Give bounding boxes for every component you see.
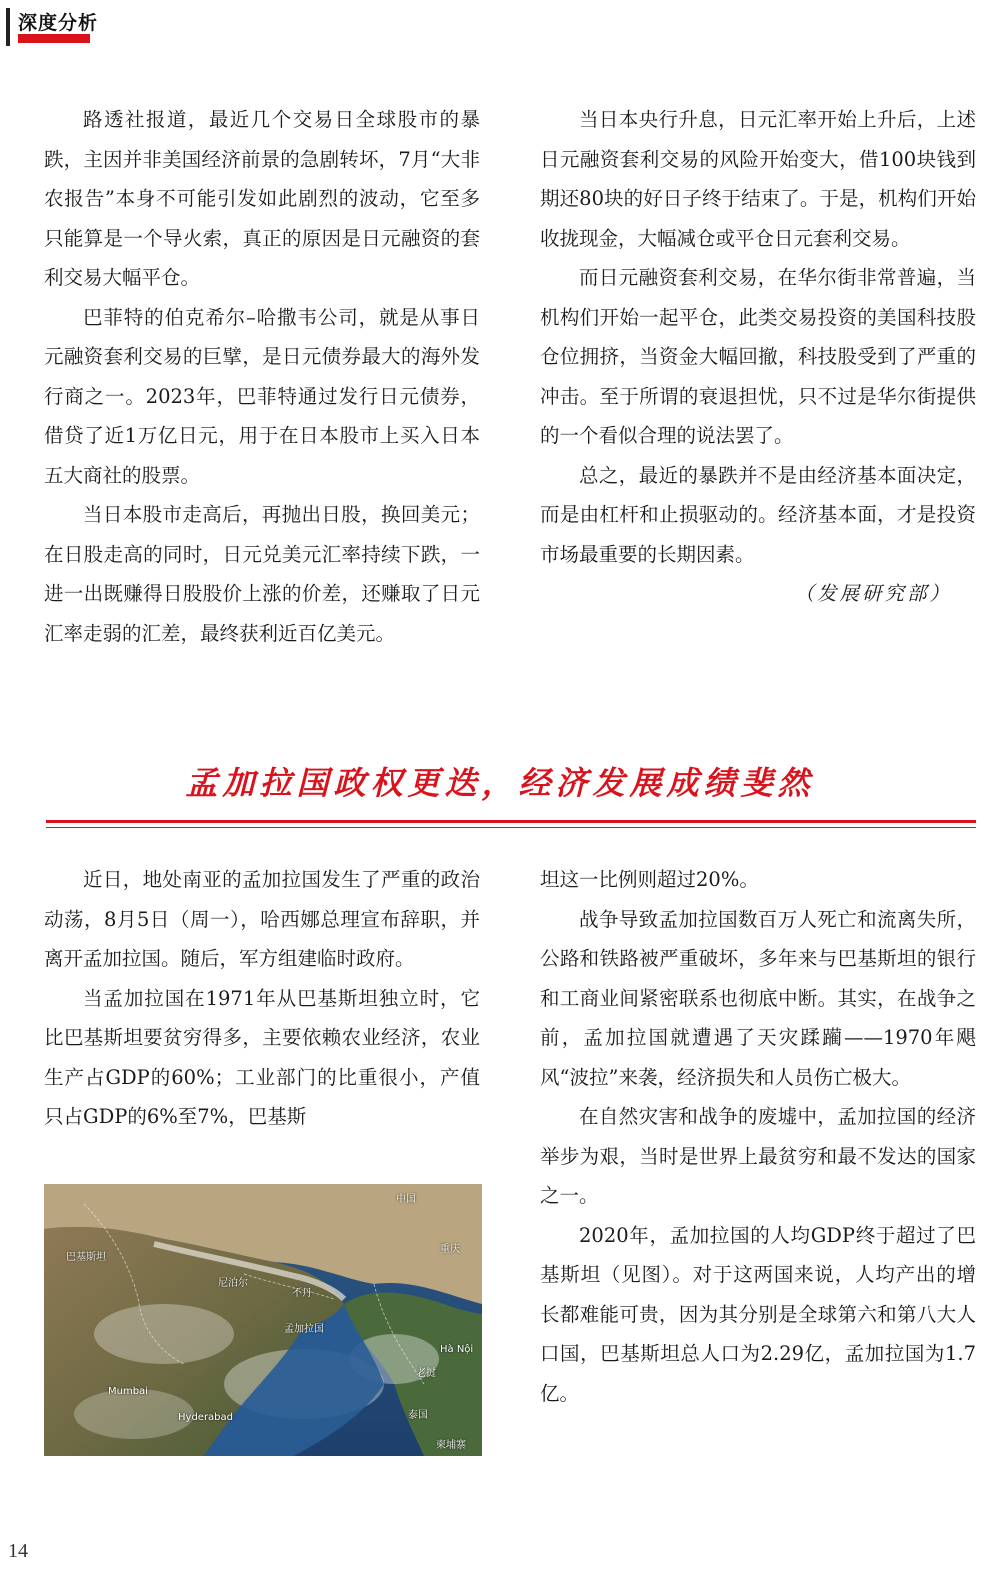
paragraph: 路透社报道，最近几个交易日全球股市的暴跌，主因并非美国经济前景的急剧转坏，7月“大非农报告”本身不可能引发如此剧烈的波动，它至多只能算是一个导火索，真正的原因是日元融资的套利交易大幅平仓。 <box>44 108 480 289</box>
paragraph: 近日，地处南亚的孟加拉国发生了严重的政治动荡，8月5日（周一），哈西娜总理宣布辞职，并离开孟加拉国。随后，军方组建临时政府。 <box>44 868 480 970</box>
paragraph: 总之，最近的暴跌并不是由经济基本面决定，而是由杠杆和止损驱动的。经济基本面，才是投资市场最重要的长期因素。 <box>540 463 976 566</box>
map-label-cambodia: 柬埔寨 <box>436 1440 466 1451</box>
paragraph: 当日本央行升息，日元汇率开始上升后，上述日元融资套利交易的风险开始变大，借100块钱到期还80块的好日子终于结束了。于是，机构们开始收拢现金，大幅减仓或平仓日元套利交易。 <box>540 108 976 250</box>
map-label-thailand: 泰国 <box>408 1410 428 1421</box>
section-label-underline <box>18 34 90 43</box>
paragraph: 2020年，孟加拉国的人均GDP终于超过了巴基斯坦（见图）。对于这两国来说，人均产出的增长都难能可贵，因为其分别是全球第六和第八大人口国，巴基斯坦总人口为2.29亿，孟加拉国为1.7亿。 <box>540 1223 976 1405</box>
map-label-bhutan: 不丹 <box>292 1288 312 1299</box>
title-rule-thick <box>46 820 976 823</box>
paragraph-continuation: 坦这一比例则超过20%。 <box>540 868 759 891</box>
article1-left-column <box>44 100 480 653</box>
section-label: 深度分析 <box>18 12 99 34</box>
map-label-hanoi: Hà Nội <box>440 1344 474 1355</box>
map-label-bangladesh: 孟加拉国 <box>284 1324 324 1335</box>
paragraph: 当日本股市走高后，再抛出日股，换回美元；在日股走高的同时，日元兑美元汇率持续下跌，一进一出既赚得日股股价上涨的价差，还赚取了日元汇率走弱的汇差，最终获利近百亿美元。 <box>44 503 480 645</box>
article-title: 孟加拉国政权更迭，经济发展成绩斐然 <box>185 764 815 802</box>
paragraph: 战争导致孟加拉国数百万人死亡和流离失所，公路和铁路被严重破坏，多年来与巴基斯坦的银行和工商业间紧密联系也彻底中断。其实，在战争之前，孟加拉国就遭遇了天灾蹂躏——1970年飓风“波拉”来袭，经济损失和人员伤亡极大。 <box>540 907 976 1089</box>
map-label-hyderabad: Hyderabad <box>178 1412 233 1423</box>
map-label-mumbai: Mumbai <box>108 1386 148 1397</box>
map-label-pakistan: 巴基斯坦 <box>66 1252 106 1263</box>
page-number: 14 <box>8 1540 28 1562</box>
article-signature: （发展研究部） <box>794 582 952 605</box>
map-label-laos: 老挝 <box>416 1368 436 1379</box>
paragraph: 在自然灾害和战争的废墟中，孟加拉国的经济举步为艰，当时是世界上最贫穷和最不发达的国家之一。 <box>540 1105 976 1207</box>
title-rule-thin <box>46 827 976 828</box>
map-label-china: 中国 <box>396 1194 416 1205</box>
map-label-chongqing: 重庆 <box>440 1244 460 1255</box>
header-accent-bar <box>6 8 10 46</box>
paragraph: 而日元融资套利交易，在华尔街非常普遍，当机构们开始一起平仓，此类交易投资的美国科技股仓位拥挤，当资金大幅回撤，科技股受到了严重的冲击。至于所谓的衰退担忧，只不过是华尔街提供的一个看似合理的说法罢了。 <box>540 266 976 447</box>
article2-right-column <box>540 860 976 1413</box>
article2-left-column <box>44 860 480 1137</box>
map-label-nepal: 尼泊尔 <box>218 1278 248 1289</box>
paragraph: 当孟加拉国在1971年从巴基斯坦独立时，它比巴基斯坦要贫穷得多，主要依赖农业经济，农业生产占GDP的60%；工业部门的比重很小，产值只占GDP的6%至7%，巴基斯 <box>44 986 480 1128</box>
paragraph: 巴菲特的伯克希尔–哈撒韦公司，就是从事日元融资套利交易的巨擘，是日元债券最大的海外发行商之一。2023年，巴菲特通过发行日元债券，借贷了近1万亿日元，用于在日本股市上买入日本五大商社的股票。 <box>44 305 480 487</box>
article1-right-column <box>540 100 976 614</box>
satellite-map-image <box>44 1184 482 1456</box>
